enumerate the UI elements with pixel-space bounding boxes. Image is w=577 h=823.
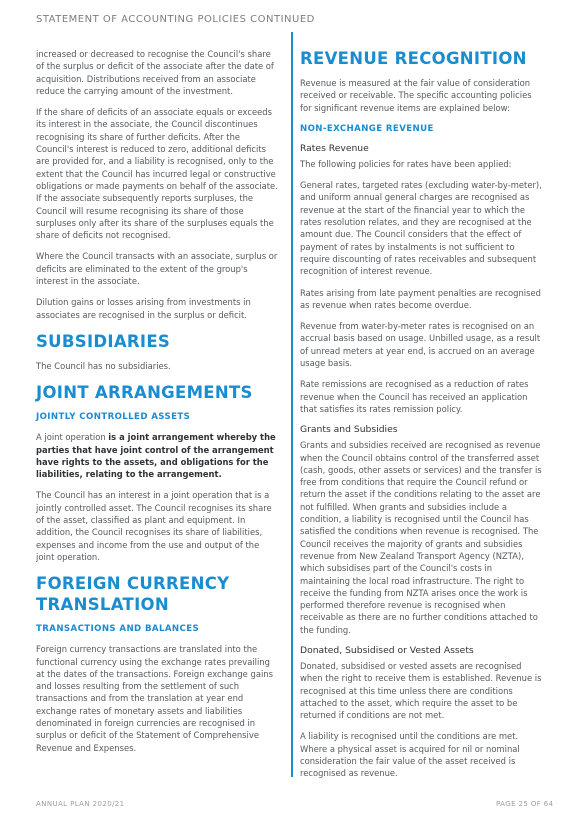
- paragraph: Revenue from water-by-meter rates is recognised on an accrual basis based on usage. Unbilled usage, as a result of unread meters at year end, is accrued on an average usage basis.: [300, 321, 541, 369]
- minor-heading-grants: Grants and Subsidies: [300, 424, 398, 436]
- subheading-jointly-controlled-assets: JOINTLY CONTROLLED ASSETS: [36, 412, 191, 423]
- right-column: [300, 48, 542, 789]
- section-heading-foreign-currency: FOREIGN CURRENCY TRANSLATION: [36, 574, 230, 615]
- paragraph: The following policies for rates have been applied:: [300, 158, 512, 169]
- paragraph: Foreign currency transactions are translated into the functional currency using the exchange rates prevailing at the dates of the transactions. Foreign exchange gains and losses resulting from the settlement of such transactions and from the translation at year end exchange rates of monetary assets and liabilities denominated in foreign currencies are recognised in surplus or deficit of the Statement of Comprehensive Revenue and Expenses.: [36, 644, 273, 753]
- paragraph: A liability is recognised until the conditions are met. Where a physical asset is acquired for nil or nominal consideration the fair value of the asset received is recognised as revenue.: [300, 731, 520, 779]
- paragraph: If the share of deficits of an associate equals or exceeds its interest in the associate, the Council discontinues recognising its share of further deficits. After the Council's interest is reduced to zero, additional deficits are provided for, and a liability is recognised, only to the extent that the Council has incurred legal or constructive obligations or made payments on behalf of the associate. If the associate subsequently reports surpluses, the Council will resume recognising its share of those surpluses only after its share of the surpluses equals the share of deficits not recognised.: [36, 107, 278, 241]
- subheading-non-exchange-revenue: NON-EXCHANGE REVENUE: [300, 123, 434, 134]
- paragraph: Dilution gains or losses arising from investments in associates are recognised in the surplus or deficit.: [36, 297, 251, 320]
- footer-page-number: PAGE 25 OF 64: [496, 800, 554, 808]
- paragraph: Grants and subsidies received are recognised as revenue when the Council obtains control of the transferred asset (cash, goods, other assets or services) and the transfer is free from conditions that require the Council refund or return the asset if the conditions relating to the asset are not fulfilled. When grants and subsidies include a condition, a liability is recognised until the Council has satisfied the conditions when revenue is recognised. The Council receives the majority of grants and subsidies revenue from New Zealand Transport Agency (NZTA), which subsidises part of the Council's costs in maintaining the local road infrastructure. The right to receive the funding from NZTA arises once the work is performed therefore revenue is recognised when receivable as there are no further conditions attached to the funding.: [300, 440, 542, 635]
- minor-heading-rates-revenue: Rates Revenue: [300, 142, 369, 154]
- paragraph: Revenue is measured at the fair value of consideration received or receivable. The specific accounting policies for significant revenue items are explained below:: [300, 78, 532, 113]
- paragraph: Donated, subsidised or vested assets are recognised when the right to receive them is established. Revenue is recognised at this time unless there are conditions attached to the asset, which require the asset to be returned if conditions are not met.: [300, 660, 542, 721]
- paragraph-bold: is a joint arrangement whereby the parties that have joint control of the arrangement have rights to the assets, and obligations for the liabilities, relating to the arrangement.: [36, 432, 276, 480]
- paragraph: Rates arising from late payment penalties are recognised as revenue when rates become overdue.: [300, 287, 541, 310]
- paragraph: General rates, targeted rates (excluding water-by-meter), and uniform annual general charges are recognised as revenue at the start of the financial year to which the rates resolution relates, and they are recognised at the amount due. The Council considers that the effect of payment of rates by instalments is not sufficient to require discounting of rates receivables and subsequent recognition of interest revenue.: [300, 180, 542, 277]
- paragraph: Rate remissions are recognised as a reduction of rates revenue when the Council has received an application that satisfies its rates remission policy.: [300, 379, 529, 414]
- minor-heading-donated-assets: Donated, Subsidised or Vested Assets: [300, 644, 474, 656]
- footer-document-title: ANNUAL PLAN 2020/21: [36, 800, 125, 808]
- paragraph: The Council has no subsidiaries.: [36, 360, 171, 371]
- paragraph: increased or decreased to recognise the Council's share of the surplus or deficit of the associate after the date of acquisition. Distributions received from an associate reduce the carrying amount of the investment.: [36, 49, 274, 96]
- running-head: STATEMENT OF ACCOUNTING POLICIES CONTINUED: [36, 14, 315, 25]
- paragraph: Where the Council transacts with an associate, surplus or deficits are eliminated to the extent of the group's interest in the associate.: [36, 251, 278, 287]
- paragraph: [36, 431, 278, 480]
- section-heading-subsidiaries: SUBSIDIARIES: [36, 331, 171, 351]
- section-heading-joint-arrangements: JOINT ARRANGEMENTS: [36, 383, 253, 403]
- paragraph: The Council has an interest in a joint operation that is a jointly controlled asset. The Council recognises its share of the asset, classified as plant and equipment. In addition, the Council recognises its share of liabilities, expenses and income from the use and output of the joint operation.: [36, 490, 272, 562]
- paragraph-lead: A joint operation: [36, 432, 109, 443]
- column-divider: [291, 32, 293, 777]
- section-heading-revenue-recognition: REVENUE RECOGNITION: [300, 49, 527, 68]
- left-column: [36, 48, 278, 763]
- subheading-transactions-balances: TRANSACTIONS AND BALANCES: [36, 624, 200, 635]
